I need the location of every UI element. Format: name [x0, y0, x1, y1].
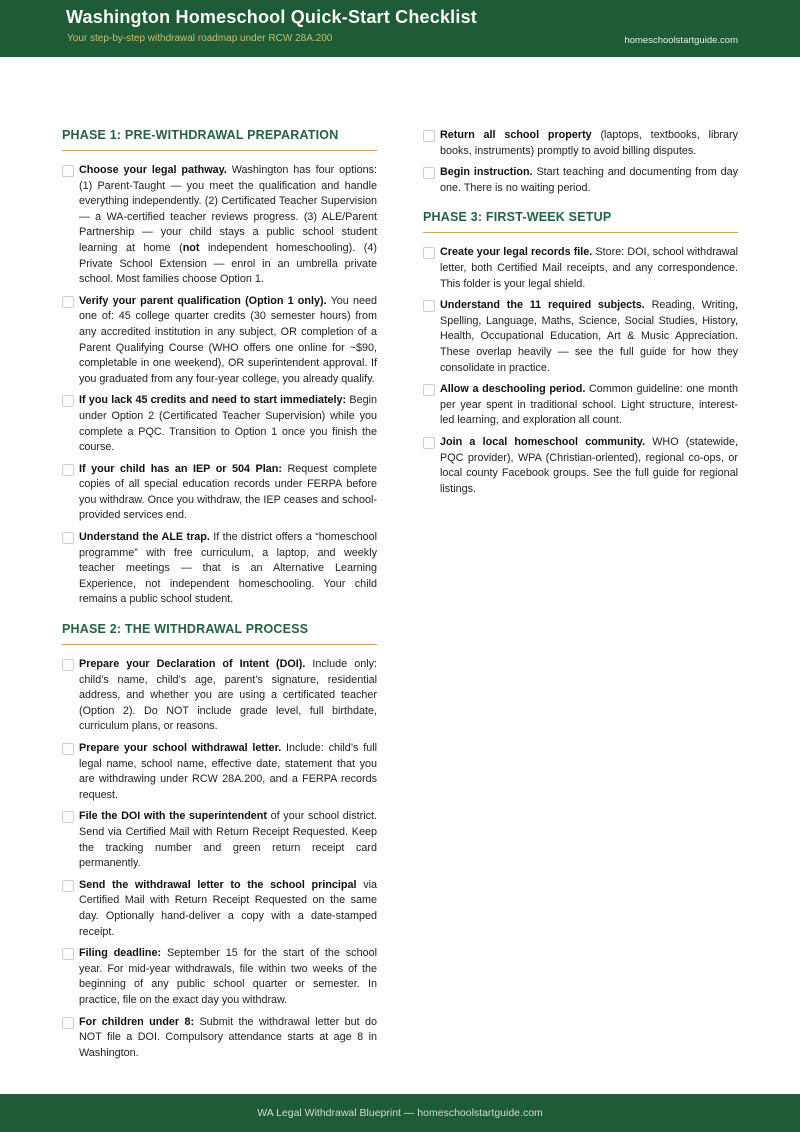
checklist-item: [62, 946, 377, 1008]
checkbox[interactable]: [62, 165, 74, 177]
checkbox[interactable]: [423, 130, 435, 142]
item-lead: Understand the 11 required subjects.: [440, 299, 645, 312]
item-lead: Prepare your school withdrawal letter.: [79, 742, 282, 754]
checkbox[interactable]: [423, 384, 435, 396]
checkbox[interactable]: [62, 659, 74, 671]
checklist-item: [62, 294, 377, 388]
checkbox[interactable]: [62, 532, 74, 544]
item-lead: Understand the ALE trap.: [79, 531, 210, 544]
item-lead: Return all school property: [440, 129, 592, 141]
checklist-item: [62, 163, 377, 288]
item-lead: Join a local homeschool community.: [440, 435, 645, 448]
checkbox[interactable]: [423, 167, 435, 179]
footer-text: WA Legal Withdrawal Blueprint — homeschoolstartguide.com: [257, 1107, 543, 1119]
item-inline-bold: not: [182, 241, 200, 254]
checkbox[interactable]: [62, 1017, 74, 1029]
item-lead: For children under 8:: [79, 1015, 195, 1028]
item-lead: Verify your parent qualification (Option 1 only).: [79, 294, 327, 307]
item-lead: Prepare your Declaration of Intent (DOI).: [79, 658, 306, 671]
checkbox[interactable]: [62, 395, 74, 407]
checklist-item: [423, 298, 738, 376]
checkbox[interactable]: [62, 464, 74, 476]
phase-1-divider: [62, 150, 377, 151]
item-text: Prepare your school withdrawal letter. Include: child’s full legal name, school name, effective date, statement that you are withdrawing under RCW 28A.200, and a FERPA records request.: [79, 742, 377, 801]
checkbox[interactable]: [423, 300, 435, 312]
item-text: Understand the ALE trap. If the district offers a “homeschool programme” with free curriculum, a laptop, and weekly teacher meetings — that is an Alternative Learning Experience, not independent homeschooling. Your child remains a public school student.: [79, 531, 378, 606]
item-text: For children under 8: Submit the withdrawal letter but do NOT file a DOI. Compulsory attendance starts at age 8 in Washington.: [79, 1015, 377, 1059]
checkbox[interactable]: [62, 296, 74, 308]
checkbox[interactable]: [423, 437, 435, 449]
item-text: If your child has an IEP or 504 Plan: Request complete copies of all special education records under FERPA before you withdraw. Once you withdraw, the IEP ceases and school-provided services end.: [79, 462, 377, 522]
item-text: Send the withdrawal letter to the school principal via Certified Mail with Return Receipt Requested on the same day. Optionally hand-deliver a copy with a date-stamped receipt.: [79, 878, 377, 938]
checkbox[interactable]: [62, 743, 74, 755]
item-text: Prepare your Declaration of Intent (DOI). Include only: child’s name, child’s age, parent’s signature, residential address, and whether you are using a certificated teacher (Option 2). Do NOT include grade level, full birthdate, curriculum plans, or reasons.: [79, 658, 377, 733]
site-url: homeschoolstartguide.com: [624, 35, 738, 46]
page-footer: [0, 1094, 800, 1132]
checkbox[interactable]: [62, 880, 74, 892]
checklist-item: [62, 741, 377, 803]
checkbox[interactable]: [423, 247, 435, 259]
page-subtitle: Your step-by-step withdrawal roadmap under RCW 28A.200: [67, 33, 333, 44]
phase-2-heading: PHASE 2: THE WITHDRAWAL PROCESS: [62, 622, 309, 637]
section-phase-2-continued: [423, 128, 738, 196]
item-text: Verify your parent qualification (Option 1 only). You need one of: 45 college quarter credits (30 semester hours) from any accredited institution in any subject, OR completion of a Parent Qualifying Course (WHO offers one online for ~$90, completable in one weekend), OR superintendent approval. If you graduated from any four-year college, you already qualify.: [79, 294, 377, 385]
item-lead: If you lack 45 credits and need to start immediately:: [79, 394, 347, 407]
item-text: Understand the 11 required subjects. Reading, Writing, Spelling, Language, Maths, Science, Social Studies, History, Health, Occupational Education, Art & Music Appreciation. These overlap heavily — see the full guide for how they consolidate in practice.: [440, 299, 738, 374]
section-phase-2: [62, 622, 377, 1061]
left-column: [62, 128, 377, 1075]
item-lead: Choose your legal pathway.: [79, 164, 227, 176]
item-text: Choose your legal pathway. Washington has four options: (1) Parent-Taught — you meet the qualification and handle everything independently. (2) Certificated Teacher Supervision — a WA-certified teacher reviews progress. (3) ALE/Parent Partnership — your child stays a public school student learning at home (not independent homeschooling). (4) Private School Extension — enrol in an umbrella private school. Most families choose Option 1.: [79, 164, 377, 286]
checklist-item: [62, 1015, 377, 1062]
item-lead: Create your legal records file.: [440, 246, 593, 259]
item-text: File the DOI with the superintendent of your school district. Send via Certified Mail with Return Receipt Requested. Keep the tracking number and green return receipt card permanently.: [79, 810, 377, 870]
item-text: Allow a deschooling period. Common guideline: one month per year spent in traditional school. Light structure, interest-led learning, and exploration all count.: [440, 383, 739, 427]
checklist-item: [423, 245, 738, 292]
item-text: Return all school property (laptops, textbooks, library books, instruments) promptly to avoid billing disputes.: [440, 129, 738, 157]
item-text: Join a local homeschool community. WHO (statewide, PQC provider), WPA (Christian-oriented), regional co-ops, or local county Facebook groups. See the full guide for regional listings.: [440, 435, 738, 495]
section-phase-1: [62, 128, 377, 608]
phase-3-divider: [423, 232, 738, 233]
checklist-item: [62, 393, 377, 455]
checklist-item: [62, 809, 377, 871]
item-lead: Begin instruction.: [440, 166, 533, 179]
item-lead: File the DOI with the superintendent: [79, 810, 267, 823]
section-phase-3: [423, 210, 738, 497]
checklist-item: [62, 657, 377, 735]
checklist-content: [62, 128, 738, 1075]
item-text: Begin instruction. Start teaching and documenting from day one. There is no waiting period.: [440, 166, 739, 194]
checklist-item: [423, 165, 738, 196]
phase-2-divider: [62, 644, 377, 645]
checkbox[interactable]: [62, 811, 74, 823]
checklist-item: [423, 382, 738, 429]
item-text: If you lack 45 credits and need to start immediately: Begin under Option 2 (Certificated Teacher Supervision) while you complete a PQC. Transition to Option 1 once you finish the course.: [79, 394, 377, 454]
item-lead: If your child has an IEP or 504 Plan:: [79, 462, 282, 475]
checkbox[interactable]: [62, 948, 74, 960]
item-lead: Filing deadline:: [79, 947, 162, 960]
phase-1-heading: PHASE 1: PRE-WITHDRAWAL PREPARATION: [62, 128, 339, 142]
page-header: [0, 0, 800, 57]
item-text: Create your legal records file. Store: DOI, school withdrawal letter, both Certified Mail receipts, and any correspondence. This folder is your legal shield.: [440, 246, 738, 290]
item-lead: Send the withdrawal letter to the school principal: [79, 878, 357, 891]
checklist-item: [423, 128, 738, 159]
item-lead: Allow a deschooling period.: [440, 383, 586, 396]
right-column: [423, 128, 738, 1075]
item-text: Filing deadline: September 15 for the start of the school year. For mid-year withdrawals, file within two weeks of the beginning of any public school quarter or semester. In practice, file on the exact day you withdraw.: [79, 947, 377, 1006]
page-title: Washington Homeschool Quick-Start Checklist: [66, 7, 477, 27]
checklist-item: [423, 435, 738, 497]
phase-3-heading: PHASE 3: FIRST-WEEK SETUP: [423, 210, 612, 225]
checklist-item: [62, 530, 377, 608]
checklist-item: [62, 462, 377, 524]
checklist-item: [62, 878, 377, 940]
